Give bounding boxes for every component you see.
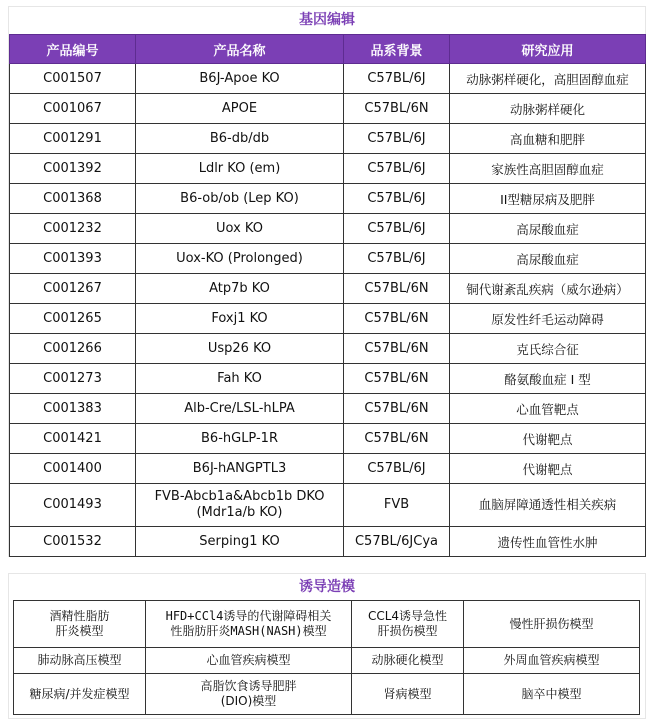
strain: C57BL/6J xyxy=(344,244,450,274)
product-code: C001383 xyxy=(10,394,136,424)
header-product-code: 产品编号 xyxy=(10,35,136,64)
table-row xyxy=(10,527,646,557)
product-code: C001265 xyxy=(10,304,136,334)
application: 血脑屏障通透性相关疾病 xyxy=(450,484,646,527)
model-name-line: 酒精性脂肪 xyxy=(49,609,110,623)
model-name-line: 性脂肪肝炎MASH(NASH)模型 xyxy=(170,624,327,638)
application: 原发性纤毛运动障碍 xyxy=(450,304,646,334)
table-header-row xyxy=(10,35,646,64)
table-row xyxy=(10,424,646,454)
product-name: B6J-hANGPTL3 xyxy=(136,454,344,484)
product-code: C001393 xyxy=(10,244,136,274)
table-row xyxy=(10,364,646,394)
application: 遗传性血管性水肿 xyxy=(450,527,646,557)
application: 代谢靶点 xyxy=(450,424,646,454)
gene-editing-table xyxy=(9,34,646,557)
product-name: B6-db/db xyxy=(136,124,344,154)
strain: C57BL/6N xyxy=(344,274,450,304)
table-row xyxy=(10,334,646,364)
product-name-line: FVB-Abcb1a&Abcb1b DKO xyxy=(154,489,325,504)
product-name: Alb-Cre/LSL-hLPA xyxy=(136,394,344,424)
strain: C57BL/6N xyxy=(344,334,450,364)
table-row xyxy=(10,304,646,334)
model-name-line: 肝炎模型 xyxy=(55,624,104,638)
strain: C57BL/6J xyxy=(344,124,450,154)
product-code: C001400 xyxy=(10,454,136,484)
product-code: C001493 xyxy=(10,484,136,527)
product-code: C001421 xyxy=(10,424,136,454)
product-name xyxy=(136,484,344,527)
table-row xyxy=(10,124,646,154)
induced-modeling-section xyxy=(8,573,646,719)
model-cell: 动脉硬化模型 xyxy=(352,648,464,674)
model-cell xyxy=(352,601,464,648)
table-row xyxy=(10,214,646,244)
header-strain: 品系背景 xyxy=(344,35,450,64)
strain: C57BL/6N xyxy=(344,304,450,334)
strain: C57BL/6N xyxy=(344,94,450,124)
product-code: C001267 xyxy=(10,274,136,304)
product-name: B6J-Apoe KO xyxy=(136,64,344,94)
table-row xyxy=(10,394,646,424)
table-row xyxy=(10,64,646,94)
product-name: B6-hGLP-1R xyxy=(136,424,344,454)
product-name: Foxj1 KO xyxy=(136,304,344,334)
model-name-line: 肝损伤模型 xyxy=(377,624,438,638)
application: 动脉粥样硬化 xyxy=(450,94,646,124)
model-cell: 糖尿病/并发症模型 xyxy=(14,674,146,715)
model-cell: 外周血管疾病模型 xyxy=(464,648,640,674)
model-name-line: HFD+CCl4诱导的代谢障碍相关 xyxy=(165,609,332,623)
product-code: C001532 xyxy=(10,527,136,557)
table-row xyxy=(10,274,646,304)
application: 动脉粥样硬化，高胆固醇血症 xyxy=(450,64,646,94)
product-code: C001291 xyxy=(10,124,136,154)
strain: C57BL/6N xyxy=(344,364,450,394)
product-name: Atp7b KO xyxy=(136,274,344,304)
application: 酪氨酸血症 I 型 xyxy=(450,364,646,394)
table-row xyxy=(10,94,646,124)
strain: C57BL/6J xyxy=(344,154,450,184)
model-cell xyxy=(14,601,146,648)
model-cell xyxy=(146,601,352,648)
table-row xyxy=(10,184,646,214)
product-code: C001392 xyxy=(10,154,136,184)
application: 克氏综合征 xyxy=(450,334,646,364)
strain: C57BL/6J xyxy=(344,184,450,214)
application: 家族性高胆固醇血症 xyxy=(450,154,646,184)
application: 铜代谢紊乱疾病（威尔逊病） xyxy=(450,274,646,304)
model-name-line: 高脂饮食诱导肥胖 xyxy=(200,679,297,693)
induced-modeling-table xyxy=(13,600,640,715)
table-row xyxy=(10,244,646,274)
product-name: B6-ob/ob (Lep KO) xyxy=(136,184,344,214)
header-product-name: 产品名称 xyxy=(136,35,344,64)
application: 高血糖和肥胖 xyxy=(450,124,646,154)
product-code: C001368 xyxy=(10,184,136,214)
model-name-line: (DIO)模型 xyxy=(220,694,277,708)
model-cell: 慢性肝损伤模型 xyxy=(464,601,640,648)
strain: FVB xyxy=(344,484,450,527)
product-code: C001273 xyxy=(10,364,136,394)
product-code: C001232 xyxy=(10,214,136,244)
gene-editing-section xyxy=(8,6,646,557)
product-name: Ldlr KO (em) xyxy=(136,154,344,184)
table-row xyxy=(10,454,646,484)
table-row xyxy=(14,601,640,648)
table-row xyxy=(10,484,646,527)
application: 高尿酸血症 xyxy=(450,214,646,244)
application: 高尿酸血症 xyxy=(450,244,646,274)
product-code: C001266 xyxy=(10,334,136,364)
product-name-line: (Mdr1a/b KO) xyxy=(196,505,283,520)
product-name: Uox KO xyxy=(136,214,344,244)
product-name: Fah KO xyxy=(136,364,344,394)
product-name: Uox-KO (Prolonged) xyxy=(136,244,344,274)
product-name: Serping1 KO xyxy=(136,527,344,557)
model-cell: 肺动脉高压模型 xyxy=(14,648,146,674)
model-cell: 脑卒中模型 xyxy=(464,674,640,715)
model-name-line: CCL4诱导急性 xyxy=(367,609,448,623)
product-code: C001067 xyxy=(10,94,136,124)
header-application: 研究应用 xyxy=(450,35,646,64)
table-row xyxy=(14,648,640,674)
induced-modeling-title: 诱导造模 xyxy=(299,579,355,595)
application: 代谢靶点 xyxy=(450,454,646,484)
application: II型糖尿病及肥胖 xyxy=(450,184,646,214)
application: 心血管靶点 xyxy=(450,394,646,424)
table-row xyxy=(10,154,646,184)
product-name: Usp26 KO xyxy=(136,334,344,364)
model-cell xyxy=(146,674,352,715)
product-code: C001507 xyxy=(10,64,136,94)
model-cell: 心血管疾病模型 xyxy=(146,648,352,674)
strain: C57BL/6J xyxy=(344,454,450,484)
strain: C57BL/6JCya xyxy=(344,527,450,557)
strain: C57BL/6N xyxy=(344,424,450,454)
strain: C57BL/6N xyxy=(344,394,450,424)
table-row xyxy=(14,674,640,715)
model-cell: 肾病模型 xyxy=(352,674,464,715)
strain: C57BL/6J xyxy=(344,64,450,94)
product-name: APOE xyxy=(136,94,344,124)
gene-editing-title: 基因编辑 xyxy=(299,12,355,28)
strain: C57BL/6J xyxy=(344,214,450,244)
